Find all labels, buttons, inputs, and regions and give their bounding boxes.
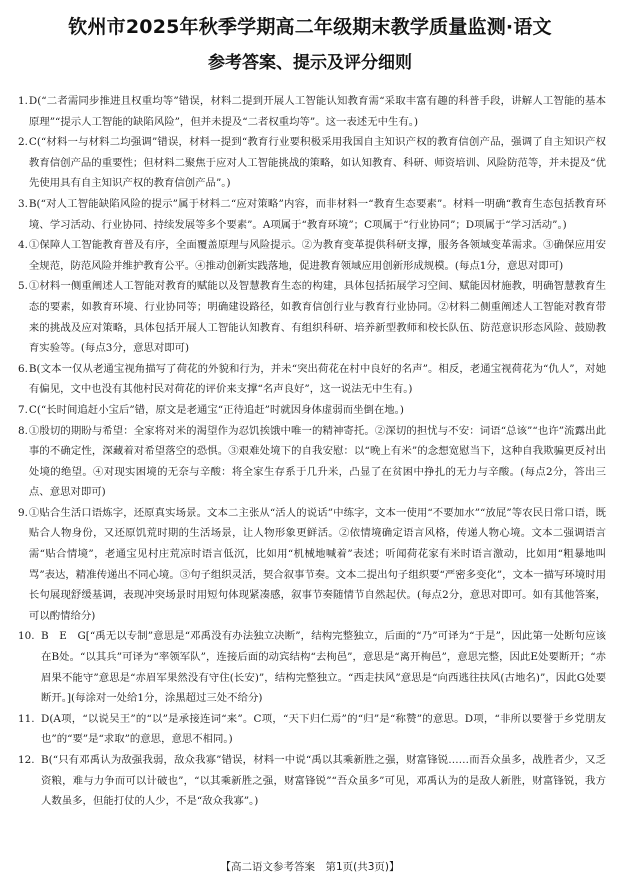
answer-number: 8. — [18, 424, 28, 437]
page-subtitle: 参考答案、提示及评分细则 — [208, 53, 412, 73]
answer-text: C(“材料一与材料二均强调”错误，材料一提到“教育行业要积极采用我国自主知识产权的教育信创产品，强调了自主知识产权教育信创产品的重要性；但材料二聚焦于应对人工智能挑战的策略，如认知教育、科研、师资培训、风险防范等，并未提及“优先使用具有自主知识产权的教育信创产品”。) — [28, 136, 606, 190]
answer-item-10 — [18, 626, 606, 708]
answer-number: 7. — [18, 403, 28, 416]
answer-text: ①殷切的期盼与希望：全家将对米的渴望作为忍饥挨饿中唯一的精神寄托。②深切的担忧与不安：词语“总该”“也许”流露出此事的不确定性，深藏着对希望落空的恐惧。③艰难处境下的自我安慰：以“晚上有米”的念想宽慰当下，这种自我欺骗更反衬出处境的绝望。④对现实困境的无奈与辛酸：将全家生存系于几升米，凸显了在贫困中挣扎的无力与辛酸。(每点2分，答出三点、意思对即可) — [28, 424, 606, 499]
answer-item-2 — [18, 132, 606, 194]
answer-number: 11. — [18, 712, 35, 725]
answer-item-1 — [18, 91, 606, 132]
answer-text: D(A项，“以说吴王”的“以”是承接连词“来”。C项，“天下归仁焉”的“归”是“称赞”的意思。D项，“非所以要誉于乡党朋友也”的“要”是“求取”的意思，意思不相同。) — [41, 712, 606, 746]
answer-text: ①材料一侧重阐述人工智能对教育的赋能以及智慧教育生态的构建，具体包括拓展学习空间、赋能因材施教，明确智慧教育生态的要素，如教育环境、行业协同等；明确建设路径，如教育信创行业与教育行业协同。②材料二侧重阐述人工智能对教育带来的挑战及应对策略，具体包括开展人工智能认知教育、有组织科研、培养新型教师和校长队伍、防范意识形态风险、鼓励教育实验等。(每点3分，意思对即可) — [28, 280, 606, 355]
answer-number: 12. — [18, 754, 35, 766]
answer-number: 10. — [18, 630, 35, 643]
answer-text: B(文本一仅从老通宝视角描写了荷花的外貌和行为，并未“突出荷花在村中良好的名声”。相反，老通宝视荷花为“仇人”，对她有偏见，文中也没有其他村民对荷花的评价来支撑“名声良好”，这一说法无中生有。) — [28, 362, 606, 396]
answer-number: 1. — [18, 95, 28, 107]
answer-item-11 — [18, 709, 606, 750]
page-footer: 【高二语文参考答案 第1页(共3页)】 — [220, 861, 400, 873]
answer-item-7 — [18, 400, 606, 421]
answer-list — [18, 91, 606, 812]
answer-number: 9. — [18, 506, 28, 519]
answer-text: B(“只有邓禹认为敌强我弱，敌众我寡”错误，材料一中说“禹以其乘新胜之强，财富锋锐……而吾众虽多，战胜者少，又乏资粮，难与力争而可以计破也”，“以其乘新胜之强，财富锋锐”“吾众虽多”可见，邓禹认为的是敌人新胜，财富锋锐，我方人数虽多，但能打仗的人少，不是“敌众我寡”。) — [41, 754, 606, 808]
answer-number: 3. — [18, 197, 28, 210]
answer-number: 5. — [18, 280, 28, 293]
answer-number: 2. — [18, 136, 28, 149]
answer-text: ①保障人工智能教育普及有序，全面覆盖原理与风险提示。②为教育变革提供科研支撑，服务各领域变革需求。③确保应用安全规范，防范风险并维护教育公平。④推动创新实践落地，促进教育领域应用创新形成规模。(每点1分，意思对即可) — [28, 239, 606, 272]
answer-text: D(“二者需同步推进且权重均等”错误，材料二提到开展人工智能认知教育需“采取丰富有趣的科普手段，讲解人工智能的基本原理”“提示人工智能的缺陷风险”，但并未提及“二者权重均等”。这一表述无中生有。) — [28, 95, 606, 128]
answer-item-9 — [18, 503, 606, 627]
answer-item-3 — [18, 194, 606, 235]
answer-item-6 — [18, 359, 606, 400]
answer-text: B E G[“禹无以专制”意思是“邓禹没有办法独立决断”，结构完整独立，后面的“乃”可译为“于是”，因此第一处断句应该在B处。“以其兵”可译为“率领军队”，连接后面的动宾结构“去栒邑”，意思是“离开栒邑”，意思完整，因此E处要断开；“赤眉果不能守”意思是“赤眉军果然没有守住(长安)”，结构完整独立。“西走扶风”意思是“向西逃往扶风(古地名)”，因此G处要断开。](每涂对一处给1分，涂黑超过三处不给分) — [41, 630, 606, 705]
answer-item-12 — [18, 750, 606, 812]
answer-item-8 — [18, 421, 606, 503]
answer-text: C(“长时间追赶小宝后”错，原文是老通宝“正待追赶”时就因身体虚弱而坐倒在地。) — [28, 403, 404, 416]
answer-number: 4. — [18, 239, 28, 252]
answer-number: 6. — [18, 362, 28, 375]
answer-item-4 — [18, 235, 606, 276]
answer-item-5 — [18, 276, 606, 358]
answer-text: ①贴合生活口语炼字，还原真实场景。文本二主张从“活人的说话”中练字，文本一使用“不要加水”“放屁”等农民日常口语，既贴合人物身份，又还原饥荒时期的生活场景，让人物形象更鲜活。②依情境确定语言风格，传递人物心境。文本二强调语言需“贴合情境”，老通宝见村庄荒凉时语言低沉，比如用“机械地喊着”表述；听闻荷花家有米时语言激动，比如用“粗暴地叫骂”表达，精准传递出不同心境。③句子组织灵活，契合叙事节奏。文本二提出句子组织要“严密多变化”，文本一描写环境时用长句展现舒缓基调，表现冲突场景时用短句体现紧凑感，叙事节奏随情节自然起伏。(每点2分，意思对即可。如有其他答案，可以酌情给分) — [28, 506, 606, 622]
answer-text: B(“对人工智能缺陷风险的提示”属于材料二“应对策略”内容，而非材料一“教育生态要素”。材料一明确“教育生态包括教育环境、学习活动、行业协同、持续发展等多个要素”。A项属于“教育环境”；C项属于“行业协同”；D项属于“学习活动”。) — [28, 197, 606, 231]
page-title: 钦州市2025年秋季学期高二年级期末教学质量监测·语文 — [68, 16, 552, 38]
